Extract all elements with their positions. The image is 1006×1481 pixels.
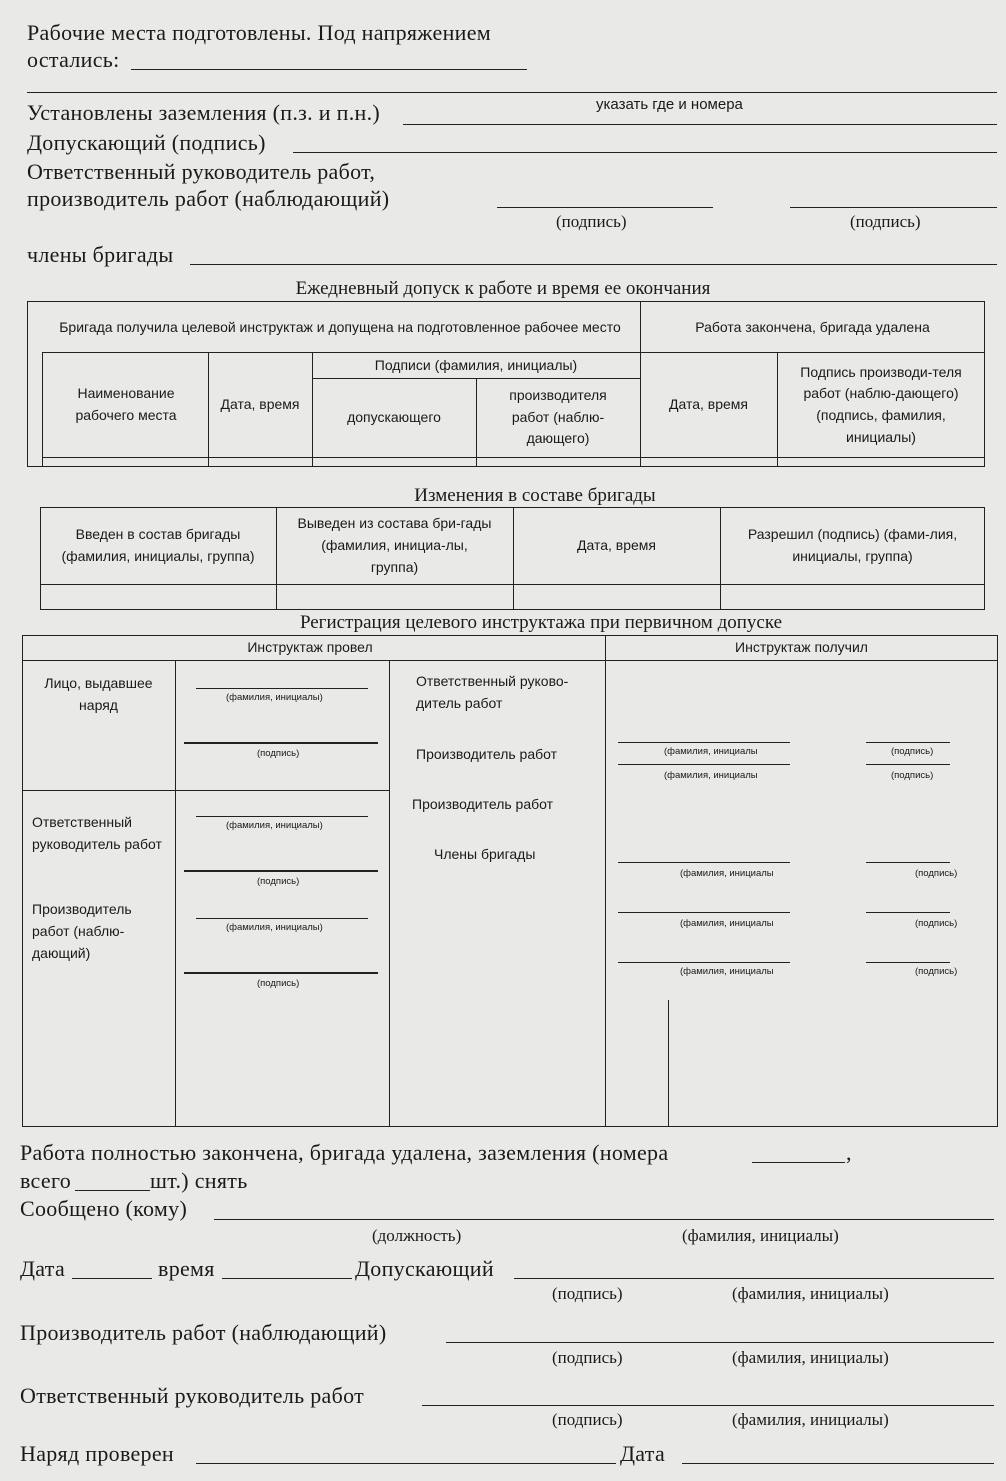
daily-header-group1: Бригада получила целевой инструктаж и допущена на подготовленное рабочее место — [59, 318, 621, 335]
checked-line[interactable] — [196, 1463, 616, 1464]
received-producer-label-2: Производитель работ — [412, 796, 554, 813]
grounding-hint: указать где и номера — [596, 96, 743, 113]
briefing-header-received: Инструктаж получил — [735, 639, 868, 656]
finished-text: Работа полностью закончена, бригада удалена, заземления (номера — [20, 1140, 669, 1165]
received-fio-line-1[interactable] — [618, 742, 790, 743]
remained-label: остались: — [27, 47, 120, 72]
grounding-label: Установлены заземления (п.з. и п.н.) — [27, 100, 380, 125]
checked-label: Наряд проверен — [20, 1441, 174, 1466]
conducted-fio-line-3[interactable] — [196, 918, 368, 919]
received-producer-label-1: Производитель работ — [416, 746, 558, 763]
fio-caption-2: (фамилия, инициалы) — [732, 1284, 889, 1303]
date2-line[interactable] — [682, 1463, 994, 1464]
daily-header-admitting: допускающего — [347, 408, 441, 425]
date-line[interactable] — [72, 1278, 152, 1279]
briefing-producer-label: Производитель работ (наблю-дающий) — [32, 901, 132, 961]
time-label: время — [158, 1256, 215, 1281]
brigade-line[interactable] — [190, 264, 997, 265]
caption-fio: (фамилия, инициалы) — [226, 922, 323, 933]
briefing-issuer-label: Лицо, выдавшее наряд — [44, 675, 153, 713]
caption-podpis: (подпись) — [915, 918, 958, 929]
changes-header-removed: Выведен из состава бри-гады (фамилия, инициа-лы, группа) — [297, 515, 492, 575]
conducted-sign-line-3[interactable] — [184, 972, 378, 974]
total-label: всего — [20, 1168, 72, 1193]
received-resp-label: Ответственный руково-дитель работ — [416, 673, 569, 711]
received-fio-line-3[interactable] — [618, 862, 790, 863]
sign-caption-1: (подпись) — [556, 212, 627, 231]
fio-caption-4: (фамилия, инициалы) — [732, 1410, 889, 1429]
time-line[interactable] — [222, 1278, 352, 1279]
caption-fio: (фамилия, инициалы) — [226, 820, 323, 831]
date-label: Дата — [20, 1256, 66, 1281]
responsible-bottom-label: Ответственный руководитель работ — [20, 1383, 365, 1408]
received-sign-line-4[interactable] — [866, 912, 950, 913]
daily-table-title: Ежедневный допуск к работе и время ее окончания — [295, 278, 711, 299]
responsible-bottom-line[interactable] — [422, 1405, 994, 1406]
position-caption: (должность) — [372, 1226, 462, 1245]
fio-caption-1: (фамилия, инициалы) — [682, 1226, 839, 1245]
received-fio-line-4[interactable] — [618, 912, 790, 913]
received-members-label: Члены бригады — [434, 846, 536, 863]
conducted-fio-line-2[interactable] — [196, 816, 368, 817]
caption-podpis: (подпись) — [915, 868, 958, 879]
received-sign-line-1[interactable] — [866, 742, 950, 743]
caption-fio: (фамилия, инициалы — [680, 918, 774, 929]
received-sign-line-5[interactable] — [866, 962, 950, 963]
briefing-table-title: Регистрация целевого инструктажа при первичном допуске — [299, 612, 783, 633]
caption-fio: (фамилия, инициалы — [680, 966, 774, 977]
briefing-resp-label: Ответственный руководитель работ — [32, 814, 162, 852]
total-line[interactable] — [75, 1190, 150, 1191]
daily-header-signatures: Подписи (фамилия, инициалы) — [374, 356, 578, 373]
caption-podpis: (подпись) — [891, 770, 934, 781]
daily-header-place: Наименование рабочего места — [75, 385, 177, 423]
admitting-label: Допускающий (подпись) — [27, 130, 266, 155]
changes-header-allowed: Разрешил (подпись) (фами-лия, инициалы, группа) — [747, 526, 958, 564]
daily-header-group2: Работа закончена, бригада удалена — [695, 318, 930, 335]
blank-line-1[interactable] — [27, 92, 997, 93]
daily-header-datetime: Дата, время — [220, 396, 300, 413]
pieces-remove-label: шт.) снять — [150, 1168, 248, 1193]
responsible-label-1: Ответственный руководитель работ, — [27, 159, 376, 184]
prepared-text: Рабочие места подготовлены. Под напряжением — [27, 20, 492, 45]
grounding-line[interactable] — [403, 124, 997, 125]
caption-fio: (фамилия, инициалы) — [226, 692, 323, 703]
conducted-fio-line-1[interactable] — [196, 688, 368, 689]
daily-header-date2: Дата, время — [669, 396, 748, 413]
caption-podpis: (подпись) — [257, 876, 300, 887]
received-fio-line-2[interactable] — [618, 764, 790, 765]
briefing-header-conducted: Инструктаж провел — [247, 639, 373, 656]
caption-podpis: (подпись) — [915, 966, 958, 977]
podpis-caption-1: (подпись) — [552, 1284, 623, 1303]
bleed-through-text — [440, 160, 447, 190]
podpis-caption-2: (подпись) — [552, 1348, 623, 1367]
caption-podpis: (подпись) — [891, 746, 934, 757]
sign-caption-2: (подпись) — [850, 212, 921, 231]
finished-comma: , — [846, 1140, 852, 1165]
producer-bottom-label: Производитель работ (наблюдающий) — [20, 1320, 387, 1345]
received-fio-line-5[interactable] — [618, 962, 790, 963]
received-sign-line-3[interactable] — [866, 862, 950, 863]
responsible-label-2: производитель работ (наблюдающий) — [27, 186, 390, 211]
daily-header-producer: производителя работ (наблю-дающего) — [509, 386, 607, 447]
producer-bottom-line[interactable] — [446, 1342, 994, 1343]
caption-fio: (фамилия, инициалы — [664, 746, 758, 757]
changes-header-datetime: Дата, время — [577, 537, 656, 554]
admitting-bottom-line[interactable] — [514, 1278, 994, 1279]
caption-podpis: (подпись) — [257, 978, 300, 989]
changes-header-added: Введен в состав бригады (фамилия, инициалы, группа) — [61, 526, 255, 564]
daily-header-sign-producer: Подпись производи-теля работ (наблю-дающего) (подпись, фамилия, инициалы) — [800, 363, 962, 445]
admitting-bottom-label: Допускающий — [355, 1256, 494, 1281]
remained-line[interactable] — [131, 69, 527, 70]
admitting-line[interactable] — [293, 152, 997, 153]
caption-fio: (фамилия, инициалы — [664, 770, 758, 781]
caption-fio: (фамилия, инициалы — [680, 868, 774, 879]
grounding-numbers-line[interactable] — [752, 1162, 845, 1163]
caption-podpis: (подпись) — [257, 748, 300, 759]
podpis-caption-3: (подпись) — [552, 1410, 623, 1429]
received-sign-line-2[interactable] — [866, 764, 950, 765]
conducted-sign-line-2[interactable] — [184, 870, 378, 872]
reported-label: Сообщено (кому) — [20, 1196, 188, 1221]
brigade-label: члены бригады — [27, 242, 174, 267]
responsible-sign-line-2[interactable] — [790, 207, 997, 208]
responsible-sign-line-1[interactable] — [497, 207, 713, 208]
changes-table-title: Изменения в составе бригады — [414, 485, 656, 506]
fio-caption-3: (фамилия, инициалы) — [732, 1348, 889, 1367]
conducted-sign-line-1[interactable] — [184, 742, 378, 744]
date2-label: Дата — [620, 1441, 666, 1466]
reported-line[interactable] — [214, 1219, 994, 1220]
